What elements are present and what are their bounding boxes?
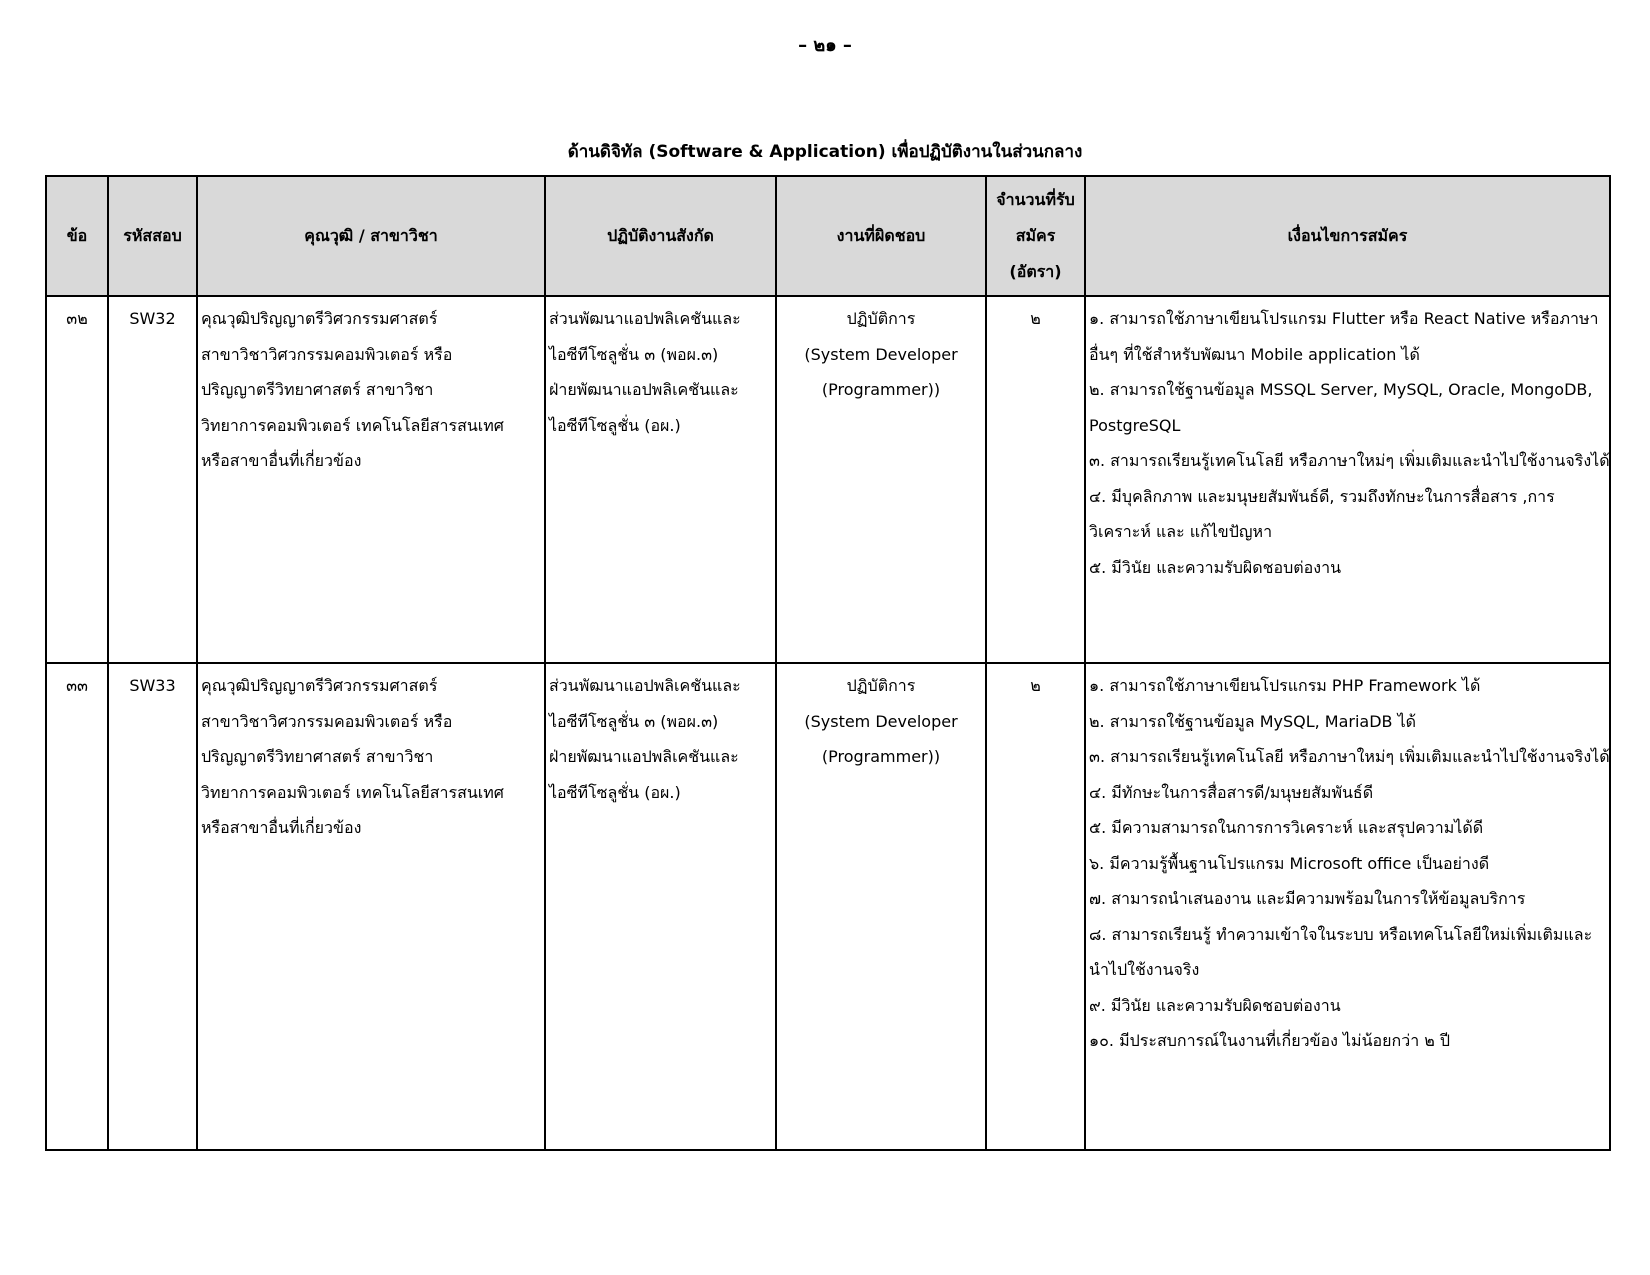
unit-line: ฝ่ายพัฒนาแอปพลิเคชันและ bbox=[549, 747, 739, 766]
unit-line: ฝ่ายพัฒนาแอปพลิเคชันและ bbox=[549, 380, 739, 399]
header-count-line: จำนวนที่รับ bbox=[996, 190, 1075, 209]
duty-line: (System Developer bbox=[804, 711, 958, 731]
duty-line: (Programmer)) bbox=[821, 380, 941, 399]
condition-line: อื่นๆ ที่ใช้สำหรับพัฒนา Mobile application ได้ bbox=[1089, 344, 1420, 364]
qualification-line: วิทยาการคอมพิวเตอร์ เทคโนโลยีสารสนเทศ bbox=[201, 782, 504, 802]
cell-count: ๒ bbox=[986, 296, 1085, 663]
qualification-line: ปริญญาตรีวิทยาศาสตร์ สาขาวิชา bbox=[201, 380, 434, 399]
qualification-line: วิทยาการคอมพิวเตอร์ เทคโนโลยีสารสนเทศ bbox=[201, 415, 504, 435]
qualification-line: ปริญญาตรีวิทยาศาสตร์ สาขาวิชา bbox=[201, 747, 434, 766]
unit-line: ส่วนพัฒนาแอปพลิเคชันและ bbox=[549, 309, 741, 328]
table-row bbox=[46, 663, 1610, 1150]
cell-duty bbox=[776, 296, 986, 663]
duty-line: ปฏิบัติการ bbox=[846, 309, 916, 328]
header-count bbox=[986, 176, 1085, 296]
qualification-line: สาขาวิชาวิศวกรรมคอมพิวเตอร์ หรือ bbox=[201, 344, 453, 364]
condition-line: ๔. มีทักษะในการสื่อสารดี/มนุษยสัมพันธ์ดี bbox=[1089, 782, 1374, 802]
cell-duty bbox=[776, 663, 986, 1150]
condition-line: ๕. มีวินัย และความรับผิดชอบต่องาน bbox=[1089, 557, 1342, 577]
positions-table bbox=[45, 175, 1611, 1151]
condition-line: ๗. สามารถนำเสนองาน และมีความพร้อมในการให้ข้อมูลบริการ bbox=[1089, 889, 1526, 908]
cell-code: SW32 bbox=[108, 296, 197, 663]
condition-line: ๘. สามารถเรียนรู้ ทำความเข้าใจในระบบ หรือเทคโนโลยีใหม่เพิ่มเติมและ bbox=[1089, 924, 1593, 944]
condition-line: นำไปใช้งานจริง bbox=[1089, 960, 1200, 979]
cell-conditions bbox=[1085, 663, 1610, 1150]
cell-qualification bbox=[197, 296, 545, 663]
cell-no: ๓๒ bbox=[46, 296, 108, 663]
condition-line: ๙. มีวินัย และความรับผิดชอบต่องาน bbox=[1089, 995, 1341, 1015]
cell-unit bbox=[545, 296, 776, 663]
condition-line: ๒. สามารถใช้ฐานข้อมูล MySQL, MariaDB ได้ bbox=[1089, 711, 1417, 731]
document-title: ด้านดิจิทัล (Software & Application) เพื่อปฏิบัติงานในส่วนกลาง bbox=[567, 142, 1083, 162]
cell-code: SW33 bbox=[108, 663, 197, 1150]
cell-unit bbox=[545, 663, 776, 1150]
duty-line: ปฏิบัติการ bbox=[846, 676, 916, 695]
header-conditions: เงื่อนไขการสมัคร bbox=[1085, 176, 1610, 296]
unit-line: ไอซีทีโซลูชั่น ๓ (พอผ.๓) bbox=[549, 711, 719, 731]
cell-no: ๓๓ bbox=[46, 663, 108, 1150]
condition-line: ๑. สามารถใช้ภาษาเขียนโปรแกรม Flutter หรือ React Native หรือภาษา bbox=[1089, 309, 1599, 328]
condition-line: ๔. มีบุคลิกภาพ และมนุษยสัมพันธ์ดี, รวมถึงทักษะในการสื่อสาร ,การ bbox=[1089, 486, 1555, 506]
qualification-line: หรือสาขาอื่นที่เกี่ยวข้อง bbox=[201, 451, 362, 470]
header-code: รหัสสอบ bbox=[108, 176, 197, 296]
unit-line: ไอซีทีโซลูชั่น (อผ.) bbox=[549, 782, 681, 802]
header-count-line: (อัตรา) bbox=[1009, 262, 1062, 281]
table-row bbox=[46, 296, 1610, 663]
table-header-row bbox=[46, 176, 1610, 296]
header-duty: งานที่ผิดชอบ bbox=[776, 176, 986, 296]
unit-line: ไอซีทีโซลูชั่น ๓ (พอผ.๓) bbox=[549, 344, 719, 364]
header-count-line: สมัคร bbox=[1015, 226, 1056, 245]
condition-line: ๓. สามารถเรียนรู้เทคโนโลยี หรือภาษาใหม่ๆ เพิ่มเติมและนำไปใช้งานจริงได้ bbox=[1089, 747, 1610, 766]
condition-line: ๑๐. มีประสบการณ์ในงานที่เกี่ยวข้อง ไม่น้อยกว่า ๒ ปี bbox=[1089, 1031, 1451, 1050]
unit-line: ส่วนพัฒนาแอปพลิเคชันและ bbox=[549, 676, 741, 695]
unit-line: ไอซีทีโซลูชั่น (อผ.) bbox=[549, 415, 681, 435]
cell-conditions bbox=[1085, 296, 1610, 663]
cell-qualification bbox=[197, 663, 545, 1150]
condition-line: ๑. สามารถใช้ภาษาเขียนโปรแกรม PHP Framework ได้ bbox=[1089, 676, 1481, 695]
condition-line: ๖. มีความรู้พื้นฐานโปรแกรม Microsoft office เป็นอย่างดี bbox=[1089, 853, 1490, 873]
condition-line: ๒. สามารถใช้ฐานข้อมูล MSSQL Server, MySQL, Oracle, MongoDB, bbox=[1089, 380, 1593, 399]
condition-line: วิเคราะห์ และ แก้ไขปัญหา bbox=[1089, 522, 1273, 541]
header-unit: ปฏิบัติงานสังกัด bbox=[545, 176, 776, 296]
qualification-line: คุณวุฒิปริญญาตรีวิศวกรรมศาสตร์ bbox=[201, 676, 438, 695]
duty-line: (System Developer bbox=[804, 344, 958, 364]
header-qualification: คุณวุฒิ / สาขาวิชา bbox=[197, 176, 545, 296]
header-no: ข้อ bbox=[46, 176, 108, 296]
qualification-line: สาขาวิชาวิศวกรรมคอมพิวเตอร์ หรือ bbox=[201, 711, 453, 731]
page-number: – ๒๑ – bbox=[798, 35, 852, 56]
condition-line: ๕. มีความสามารถในการการวิเคราะห์ และสรุปความได้ดี bbox=[1089, 818, 1484, 837]
condition-line: ๓. สามารถเรียนรู้เทคโนโลยี หรือภาษาใหม่ๆ เพิ่มเติมและนำไปใช้งานจริงได้ bbox=[1089, 451, 1610, 470]
duty-line: (Programmer)) bbox=[821, 747, 941, 766]
qualification-line: คุณวุฒิปริญญาตรีวิศวกรรมศาสตร์ bbox=[201, 309, 438, 328]
qualification-line: หรือสาขาอื่นที่เกี่ยวข้อง bbox=[201, 818, 362, 837]
cell-count: ๒ bbox=[986, 663, 1085, 1150]
condition-line: PostgreSQL bbox=[1089, 415, 1181, 435]
